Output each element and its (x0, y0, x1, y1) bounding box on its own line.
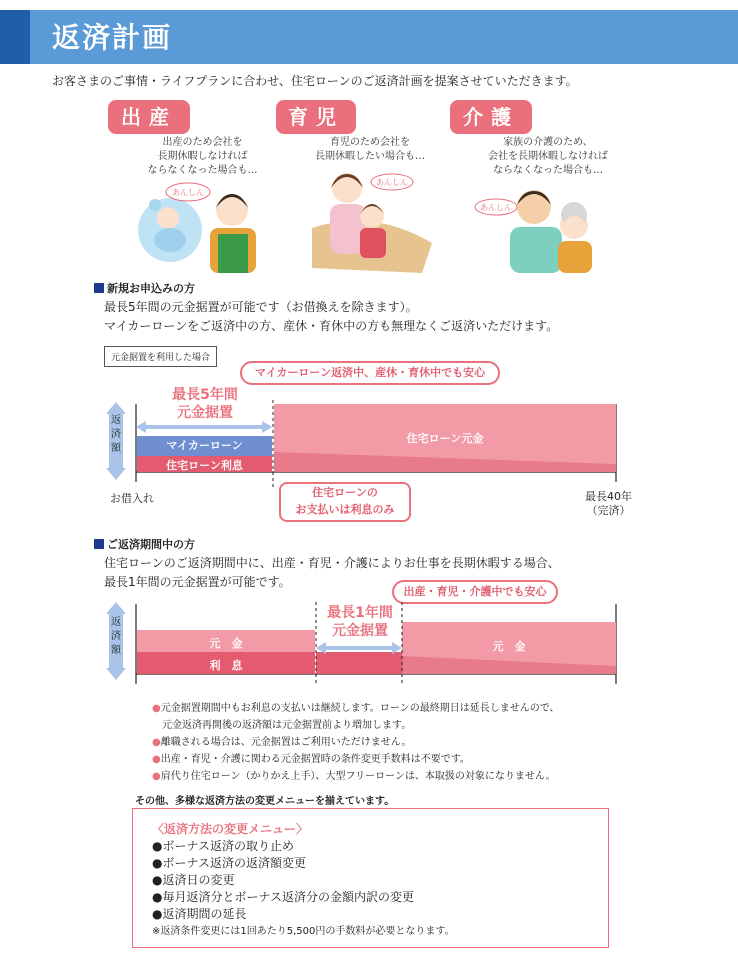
diagram2-y-label: 返 済 額 (111, 617, 121, 656)
bar2-principal-right: 元 金 (492, 640, 526, 653)
menu-item: ●返済期間の延長 (152, 907, 247, 921)
diagram1-y-label: 返 済 額 (111, 415, 121, 454)
bubble-anshin: あんしん (172, 188, 204, 197)
diagram2-pill: 出産・育児・介護中でも安心 (392, 580, 558, 604)
bubble-anshin: あんしん (376, 178, 408, 187)
section-heading-new: 新規お申込みの方 (94, 280, 195, 296)
section-heading-repaying: ご返済期間中の方 (94, 536, 195, 552)
section-marker (94, 283, 104, 293)
bar-housing-principal: 住宅ローン元金 (406, 432, 484, 445)
menu-items (152, 838, 414, 923)
diagram2-big-label: 最長1年間 元金据置 (327, 605, 393, 639)
note-item: ●元金据置期間中もお利息の支払いは継続します。ローンの最終期日は延長しませんので、 (152, 703, 560, 714)
menu-item: ●毎月返済分とボーナス返済分の金額内訳の変更 (152, 890, 414, 904)
menu-note: ※返済条件変更には1回あたり5,500円の手数料が必要となります。 (152, 926, 455, 937)
diagram1-big-label: 最長5年間 元金据置 (172, 387, 238, 421)
menu-title: 〈返済方法の変更メニュー〉 (152, 822, 309, 836)
category-text-birth: 出産のため会社を 長期休暇しなければ ならなくなった場合も… (147, 137, 258, 176)
bar-housing-interest: 住宅ローン利息 (166, 459, 243, 472)
diagram1-callout: 住宅ローンの お支払いは利息のみ (279, 482, 411, 522)
bar-mycar-loan: マイカーローン (166, 439, 243, 452)
note-item: ●肩代り住宅ローン（かりかえ上手）、大型フリーローンは、本取扱の対象になりません。 (152, 771, 556, 782)
menu-item: ●ボーナス返済の取り止め (152, 839, 294, 853)
note-item: ●離職される場合は、元金据置はご利用いただけません。 (152, 737, 412, 748)
category-badge-care: 介護 (450, 100, 532, 134)
birth-illustration (130, 180, 270, 275)
note-item: ●出産・育児・介護に関わる元金据置時の条件変更手数料は不要です。 (152, 754, 470, 765)
category-text-care: 家族の介護のため、 会社を長期休暇しなければ ならなくなった場合も… (488, 137, 608, 176)
category-badge-childcare: 育児 (276, 100, 356, 134)
bubble-anshin: あんしん (480, 203, 512, 212)
childcare-illustration (312, 168, 432, 273)
intro-text: お客さまのご事情・ライフプランに合わせ、住宅ローンのご返済計画を提案させていただきます。 (52, 74, 578, 88)
other-menu-lead: その他、多様な返済方法の変更メニューを揃えています。 (135, 796, 395, 807)
bar2-interest-left: 利 息 (209, 659, 243, 672)
diagram-label-box: 元金据置を利用した場合 (104, 346, 217, 367)
care-illustration (472, 185, 612, 275)
note-item: 元金返済再開後の返済額は元金据置前より増加します。 (162, 720, 412, 731)
bar2-principal-left: 元 金 (209, 637, 243, 650)
section-repaying-body: 住宅ローンのご返済期間中に、出産・育児・介護によりお仕事を長期休暇する場合、 最長1年間の元金据置が可能です。 (104, 556, 560, 589)
menu-item: ●返済日の変更 (152, 873, 235, 887)
section-marker (94, 539, 104, 549)
x-label-end: 最長40年 （完済） (585, 490, 632, 517)
header-accent (0, 10, 30, 64)
page-title: 返済計画 (52, 21, 173, 54)
x-label-start: お借入れ (110, 492, 154, 505)
category-badge-birth: 出産 (108, 100, 190, 134)
menu-item: ●ボーナス返済の返済額変更 (152, 856, 306, 870)
notes-list (152, 700, 560, 785)
section-new-body: 最長5年間の元金据置が可能です（お借換えを除きます）。 マイカーローンをご返済中の方、産休・育休中の方も無理なくご返済いただけます。 (104, 300, 559, 333)
category-text-childcare: 育児のため会社を 長期休暇したい場合も… (315, 137, 425, 162)
diagram1-pill: マイカーローン返済中、産休・育休中でも安心 (240, 361, 500, 385)
